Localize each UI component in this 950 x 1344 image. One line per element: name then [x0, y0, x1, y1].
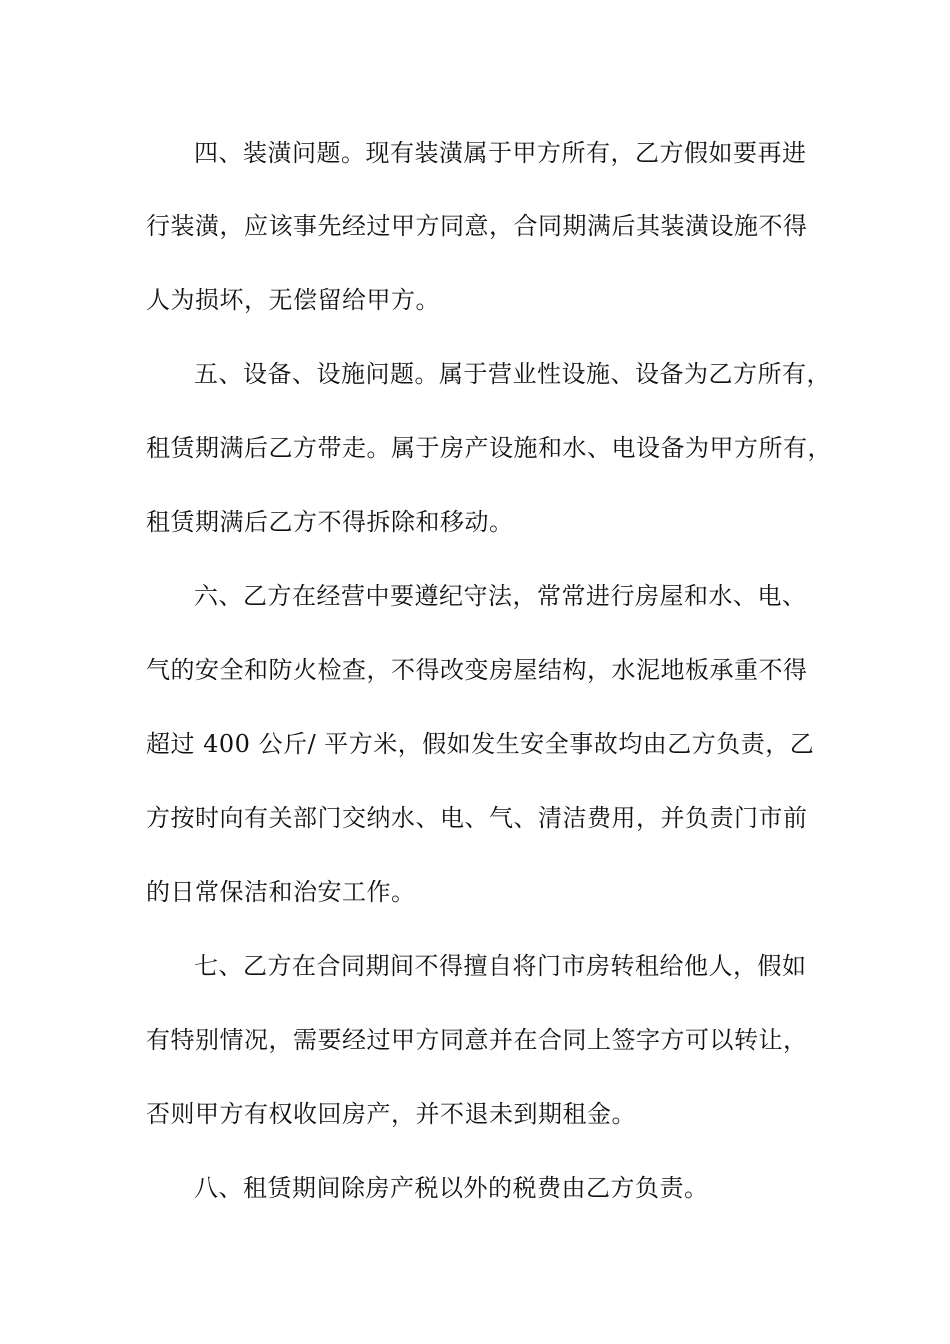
clause-5-line-2: 租赁期满后乙方带走。属于房产设施和水、电设备为甲方所有，: [146, 434, 832, 462]
clause-4-line-1: 四、装潢问题。现有装潢属于甲方所有，乙方假如要再进: [194, 139, 807, 167]
clause-6-line-2: 气的安全和防火检查，不得改变房屋结构，水泥地板承重不得: [146, 656, 808, 684]
clause-4-line-2: 行装潢，应该事先经过甲方同意，合同期满后其装潢设施不得: [146, 212, 808, 240]
clause-5-line-3: 租赁期满后乙方不得拆除和移动。: [146, 508, 514, 536]
clause-4-line-3: 人为损坏，无偿留给甲方。: [146, 286, 440, 314]
clause-7-line-1: 七、乙方在合同期间不得擅自将门市房转租给他人，假如: [194, 952, 807, 980]
clause-6-line-1: 六、乙方在经营中要遵纪守法，常常进行房屋和水、电、: [194, 582, 807, 610]
clause-5-line-1: 五、设备、设施问题。属于营业性设施、设备为乙方所有，: [194, 360, 831, 388]
clause-6-line-3: 超过 400 公斤/ 平方米，假如发生安全事故均由乙方负责，乙: [146, 730, 815, 758]
clause-7-line-2: 有特别情况，需要经过甲方同意并在合同上签字方可以转让，: [146, 1026, 808, 1054]
clause-6-line-4: 方按时向有关部门交纳水、电、气、清洁费用，并负责门市前: [146, 804, 808, 832]
clause-7-line-3: 否则甲方有权收回房产，并不退未到期租金。: [146, 1100, 636, 1128]
clause-6-line-5: 的日常保洁和治安工作。: [146, 878, 416, 906]
clause-8-line-1: 八、租赁期间除房产税以外的税费由乙方负责。: [194, 1174, 709, 1202]
